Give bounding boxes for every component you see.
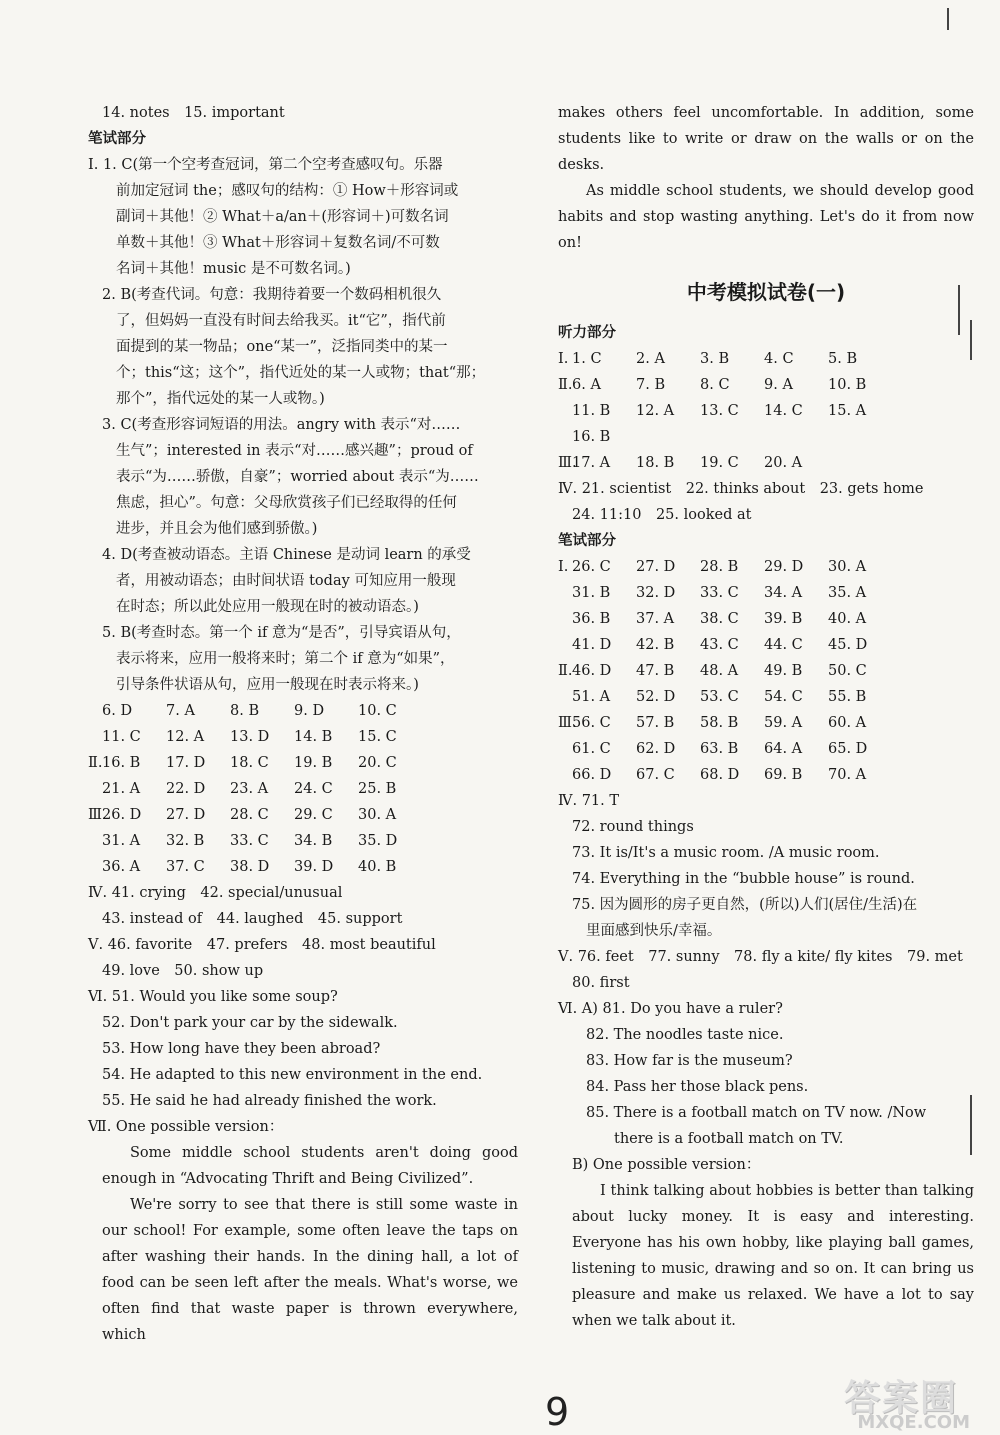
answer-line: Ⅴ. 46. favorite 47. prefers 48. most beautiful bbox=[88, 937, 436, 953]
exam-title: 中考模拟试卷(一) bbox=[686, 280, 846, 304]
answer-cell: 33. C bbox=[700, 585, 739, 601]
answer-cell: 6. A bbox=[572, 377, 601, 393]
answer-line: 14. notes 15. important bbox=[102, 105, 285, 121]
answer-cell: 68. D bbox=[700, 767, 740, 783]
answer-cell: 28. B bbox=[700, 559, 739, 575]
answer-line: 16. B bbox=[572, 429, 611, 445]
answer-line: Ⅴ. 76. feet 77. sunny 78. fly a kite/ fly kites 79. met bbox=[558, 949, 963, 965]
answer-row bbox=[88, 724, 518, 750]
answer-line: 74. Everything in the “bubble house” is round. bbox=[572, 871, 915, 887]
answer-cell: 54. C bbox=[764, 689, 803, 705]
text-line: 4. D(考查被动语态。主语 Chinese 是动词 learn 的承受 bbox=[102, 547, 471, 563]
answer-row bbox=[558, 736, 974, 762]
answer-cell: 38. D bbox=[230, 859, 270, 875]
answer-cell: 9. D bbox=[294, 703, 325, 719]
answer-line: 75. 因为圆形的房子更自然，(所以)人们(居住/生活)在 bbox=[572, 897, 918, 913]
answer-row bbox=[558, 632, 974, 658]
answer-cell: 27. D bbox=[166, 807, 206, 823]
answer-cell: 7. A bbox=[166, 703, 195, 719]
answer-row bbox=[88, 828, 518, 854]
answer-line: 84. Pass her those black pens. bbox=[586, 1079, 809, 1095]
answer-row bbox=[558, 710, 974, 736]
section-heading-written: 笔试部分 bbox=[88, 131, 146, 147]
section-label: Ⅱ. bbox=[558, 377, 573, 393]
section-heading-written: 笔试部分 bbox=[558, 533, 616, 549]
answer-row bbox=[558, 580, 974, 606]
section-label: Ⅲ. bbox=[558, 455, 577, 471]
answer-line: 49. love 50. show up bbox=[102, 963, 264, 979]
answer-cell: 52. D bbox=[636, 689, 676, 705]
answer-cell: 32. B bbox=[166, 833, 205, 849]
answer-row bbox=[88, 854, 518, 880]
answer-cell: 48. A bbox=[700, 663, 739, 679]
question-2-explanation bbox=[88, 282, 518, 412]
answer-cell: 39. D bbox=[294, 859, 334, 875]
section-label: Ⅲ. bbox=[558, 715, 577, 731]
answer-cell: 24. C bbox=[294, 781, 333, 797]
answer-cell: 51. A bbox=[572, 689, 611, 705]
answer-cell: 10. B bbox=[828, 377, 867, 393]
answer-cell: 11. C bbox=[102, 729, 141, 745]
answer-cell: 29. D bbox=[764, 559, 804, 575]
essay-heading: Ⅶ. One possible version： bbox=[88, 1119, 284, 1135]
text-line: 了，但妈妈一直没有时间去给我买。it“它”，指代前 bbox=[116, 313, 446, 329]
answer-grid-3 bbox=[88, 802, 518, 880]
answer-row bbox=[558, 398, 974, 424]
essay-paragraph: Some middle school students aren't doing good enough in “Advocating Thrift and Being Civilized”. bbox=[102, 1145, 518, 1187]
answer-cell: 12. A bbox=[166, 729, 205, 745]
answer-cell: 29. C bbox=[294, 807, 333, 823]
text-line: 进步，并且会为他们感到骄傲。) bbox=[116, 521, 318, 537]
answer-cell: 35. A bbox=[828, 585, 867, 601]
answer-cell: 19. B bbox=[294, 755, 333, 771]
answer-cell: 2. A bbox=[636, 351, 665, 367]
section-label: Ⅰ. bbox=[558, 351, 569, 367]
question-4-explanation bbox=[88, 542, 518, 620]
answer-cell: 9. A bbox=[764, 377, 793, 393]
answer-cell: 67. C bbox=[636, 767, 675, 783]
answer-cell: 20. C bbox=[358, 755, 397, 771]
answer-cell: 31. B bbox=[572, 585, 611, 601]
answer-line: 82. The noodles taste nice. bbox=[586, 1027, 784, 1043]
text-line: 副词＋其他！② What＋a/an＋(形容词＋)可数名词 bbox=[116, 209, 449, 225]
section-label: Ⅱ. bbox=[558, 663, 573, 679]
text-line: 单数＋其他！③ What＋形容词＋复数名词/不可数 bbox=[116, 235, 440, 251]
answer-cell: 19. C bbox=[700, 455, 739, 471]
text-line: 表示将来，应用一般将来时；第二个 if 意为“如果”， bbox=[116, 651, 455, 667]
answer-line: 54. He adapted to this new environment in the end. bbox=[102, 1067, 483, 1083]
answer-row bbox=[558, 606, 974, 632]
answer-cell: 10. C bbox=[358, 703, 397, 719]
answer-cell: 45. D bbox=[828, 637, 868, 653]
text-line: 面提到的某一物品；one“某一”，泛指同类中的某一 bbox=[116, 339, 448, 355]
answer-grid-written-3 bbox=[558, 710, 974, 788]
answer-grid-2 bbox=[88, 750, 518, 802]
answer-cell: 8. B bbox=[230, 703, 260, 719]
answer-cell: 14. B bbox=[294, 729, 333, 745]
answer-line: Ⅵ. A) 81. Do you have a ruler? bbox=[558, 1001, 783, 1017]
answer-cell: 50. C bbox=[828, 663, 867, 679]
answer-cell: 28. C bbox=[230, 807, 269, 823]
answer-cell: 32. D bbox=[636, 585, 676, 601]
text-line: Ⅰ. 1. C(第一个空考查冠词，第二个空考查感叹句。乐器 bbox=[88, 157, 443, 173]
answer-row bbox=[558, 450, 974, 476]
answer-cell: 61. C bbox=[572, 741, 611, 757]
scan-edge-mark bbox=[947, 8, 949, 30]
answer-cell: 46. D bbox=[572, 663, 612, 679]
text-line: 在时态；所以此处应用一般现在时的被动语态。) bbox=[116, 599, 419, 615]
answer-row bbox=[88, 698, 518, 724]
section-label: Ⅰ. bbox=[558, 559, 569, 575]
answer-cell: 3. B bbox=[700, 351, 730, 367]
section-label: Ⅱ. bbox=[88, 755, 103, 771]
answer-cell: 33. C bbox=[230, 833, 269, 849]
answer-cell: 6. D bbox=[102, 703, 133, 719]
text-line: 生气”；interested in 表示“对……感兴趣”；proud of bbox=[116, 443, 473, 459]
watermark-url: MXQE.COM bbox=[857, 1412, 970, 1433]
answer-cell: 30. A bbox=[828, 559, 867, 575]
essay-paragraph: makes others feel uncomfortable. In addition, some students like to write or draw on the walls or on the desks. bbox=[558, 105, 974, 173]
answer-row bbox=[558, 346, 974, 372]
watermark-text: 答案圈 bbox=[843, 1378, 958, 1419]
answer-cell: 65. D bbox=[828, 741, 868, 757]
answer-cell: 30. A bbox=[358, 807, 397, 823]
answer-cell: 11. B bbox=[572, 403, 611, 419]
answer-cell: 56. C bbox=[572, 715, 611, 731]
answer-grid-written-1 bbox=[558, 554, 974, 658]
text-line: 名词＋其他！music 是不可数名词。) bbox=[116, 261, 351, 277]
answer-cell: 15. C bbox=[358, 729, 397, 745]
answer-cell: 12. A bbox=[636, 403, 675, 419]
answer-line: 80. first bbox=[572, 975, 630, 991]
answer-cell: 62. D bbox=[636, 741, 676, 757]
answer-cell: 38. C bbox=[700, 611, 739, 627]
answer-line: 里面感到快乐/幸福。 bbox=[586, 923, 722, 939]
text-line: 表示“为……骄傲，自豪”；worried about 表示“为…… bbox=[116, 469, 479, 485]
answer-row bbox=[88, 750, 518, 776]
section-label: Ⅲ. bbox=[88, 807, 107, 823]
answer-cell: 55. B bbox=[828, 689, 867, 705]
answer-cell: 36. A bbox=[102, 859, 141, 875]
answer-cell: 43. C bbox=[700, 637, 739, 653]
answer-line: 83. How far is the museum? bbox=[586, 1053, 793, 1069]
answer-cell: 63. B bbox=[700, 741, 739, 757]
answer-cell: 66. D bbox=[572, 767, 612, 783]
text-line: 那个”，指代远处的某一人或物。) bbox=[116, 391, 325, 407]
page-number: 9 bbox=[545, 1390, 570, 1434]
answer-line: 55. He said he had already finished the work. bbox=[102, 1093, 437, 1109]
answer-cell: 58. B bbox=[700, 715, 739, 731]
answer-cell: 41. D bbox=[572, 637, 612, 653]
answer-cell: 18. C bbox=[230, 755, 269, 771]
answer-cell: 31. A bbox=[102, 833, 141, 849]
answer-cell: 37. C bbox=[166, 859, 205, 875]
answer-cell: 17. A bbox=[572, 455, 611, 471]
answer-cell: 64. A bbox=[764, 741, 803, 757]
answer-cell: 70. A bbox=[828, 767, 867, 783]
answer-line: 73. It is/It's a music room. /A music room. bbox=[572, 845, 880, 861]
answer-cell: 16. B bbox=[102, 755, 141, 771]
answer-cell: 42. B bbox=[636, 637, 675, 653]
text-line: 5. B(考查时态。第一个 if 意为“是否”，引导宾语从句， bbox=[102, 625, 461, 641]
answer-cell: 36. B bbox=[572, 611, 611, 627]
text-line: 3. C(考查形容词短语的用法。angry with 表示“对…… bbox=[102, 417, 461, 433]
question-3-explanation bbox=[88, 412, 518, 542]
answer-cell: 13. C bbox=[700, 403, 739, 419]
answer-cell: 26. D bbox=[102, 807, 142, 823]
answer-cell: 49. B bbox=[764, 663, 803, 679]
answer-grid-1 bbox=[88, 698, 518, 750]
text-line: 前加定冠词 the；感叹句的结构：① How＋形容词或 bbox=[116, 183, 459, 199]
answer-row bbox=[88, 776, 518, 802]
answer-line: Ⅳ. 71. T bbox=[558, 793, 620, 809]
left-column bbox=[88, 100, 518, 1348]
answer-line: Ⅳ. 21. scientist 22. thinks about 23. gets home bbox=[558, 481, 924, 497]
answer-cell: 35. D bbox=[358, 833, 398, 849]
answer-line: 52. Don't park your car by the sidewalk. bbox=[102, 1015, 398, 1031]
answer-cell: 34. B bbox=[294, 833, 333, 849]
answer-grid-written-2 bbox=[558, 658, 974, 710]
answer-line: 24. 11:10 25. looked at bbox=[572, 507, 752, 523]
answer-cell: 37. A bbox=[636, 611, 675, 627]
answer-line: 72. round things bbox=[572, 819, 694, 835]
answer-cell: 40. B bbox=[358, 859, 397, 875]
answer-cell: 60. A bbox=[828, 715, 867, 731]
text-line: 2. B(考查代词。句意：我期待着要一个数码相机很久 bbox=[102, 287, 442, 303]
answer-cell: 39. B bbox=[764, 611, 803, 627]
answer-cell: 4. C bbox=[764, 351, 794, 367]
text-line: 者，用被动语态；由时间状语 today 可知应用一般现 bbox=[116, 573, 456, 589]
right-column bbox=[558, 100, 974, 1334]
question-5-explanation bbox=[88, 620, 518, 698]
answer-cell: 25. B bbox=[358, 781, 397, 797]
answer-row bbox=[558, 658, 974, 684]
answer-cell: 5. B bbox=[828, 351, 858, 367]
answer-cell: 59. A bbox=[764, 715, 803, 731]
answer-line: Ⅵ. 51. Would you like some soup? bbox=[88, 989, 338, 1005]
answer-line: there is a football match on TV. bbox=[614, 1131, 844, 1147]
answer-cell: 40. A bbox=[828, 611, 867, 627]
answer-cell: 8. C bbox=[700, 377, 730, 393]
answer-line: 85. There is a football match on TV now. /Now bbox=[586, 1105, 927, 1121]
answer-row bbox=[558, 684, 974, 710]
answer-cell: 20. A bbox=[764, 455, 803, 471]
answer-line: Ⅳ. 41. crying 42. special/unusual bbox=[88, 885, 343, 901]
answer-cell: 34. A bbox=[764, 585, 803, 601]
answer-cell: 18. B bbox=[636, 455, 675, 471]
answer-cell: 26. C bbox=[572, 559, 611, 575]
essay-paragraph: As middle school students, we should develop good habits and stop wasting anything. Let's do it from now on! bbox=[558, 183, 974, 251]
answer-line: 53. How long have they been abroad? bbox=[102, 1041, 381, 1057]
answer-cell: 14. C bbox=[764, 403, 803, 419]
question-1-explanation bbox=[88, 152, 518, 282]
answer-cell: 21. A bbox=[102, 781, 141, 797]
answer-line: 43. instead of 44. laughed 45. support bbox=[102, 911, 403, 927]
answer-cell: 44. C bbox=[764, 637, 803, 653]
answer-row bbox=[88, 802, 518, 828]
essay-heading: B) One possible version： bbox=[572, 1157, 761, 1173]
answer-cell: 7. B bbox=[636, 377, 666, 393]
watermark-logo bbox=[788, 1370, 988, 1435]
answer-cell: 15. A bbox=[828, 403, 867, 419]
answer-cell: 47. B bbox=[636, 663, 675, 679]
answer-cell: 13. D bbox=[230, 729, 270, 745]
answer-row bbox=[558, 372, 974, 398]
essay-paragraph: I think talking about hobbies is better than talking about lucky money. It is easy and interesting. Everyone has his own hobby, like playing ball games, listening to music, drawing and so on. It can bring us pleasure and make us relaxed. We have a lot to say when we talk about it. bbox=[572, 1183, 974, 1329]
answer-cell: 27. D bbox=[636, 559, 676, 575]
answer-cell: 17. D bbox=[166, 755, 206, 771]
answer-cell: 1. C bbox=[572, 351, 602, 367]
answer-cell: 69. B bbox=[764, 767, 803, 783]
section-heading-listening: 听力部分 bbox=[558, 325, 616, 341]
essay-paragraph: We're sorry to see that there is still some waste in our school! For example, some often leave the taps on after washing their hands. In the dining hall, a lot of food can be seen left after the meals. What's worse, we often find that waste paper is thrown everywhere, which bbox=[102, 1197, 518, 1343]
answer-row bbox=[558, 762, 974, 788]
text-line: 焦虑，担心”。句意：父母欣赏孩子们已经取得的任何 bbox=[116, 495, 457, 511]
answer-row bbox=[558, 554, 974, 580]
answer-cell: 53. C bbox=[700, 689, 739, 705]
answer-cell: 57. B bbox=[636, 715, 675, 731]
answer-cell: 22. D bbox=[166, 781, 206, 797]
text-line: 引导条件状语从句，应用一般现在时表示将来。) bbox=[116, 677, 419, 693]
answer-cell: 23. A bbox=[230, 781, 269, 797]
text-line: 个；this“这；这个”，指代近处的某一人或物；that“那； bbox=[116, 365, 486, 381]
